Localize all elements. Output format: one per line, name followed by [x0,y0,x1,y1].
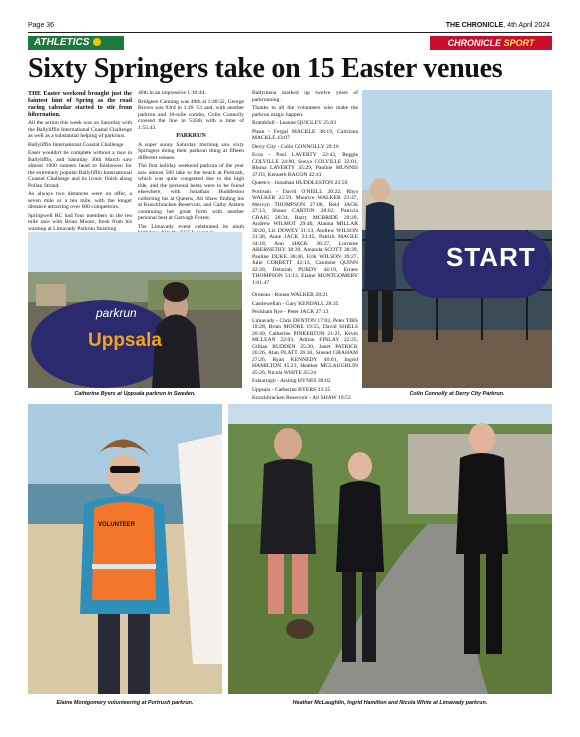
photo-derry [362,90,552,388]
caption-derry: Colin Connolly at Derry City Parkrun. [409,391,505,397]
paragraph: The Limavady event celebrated its ninth [138,223,244,230]
paragraph: Easer wouldn't be complete without a race in Ballyliffin, and Saturday 30th March saw almost 1000 runners head to Inishowen for the extremely popular Ballyliffin International Coastal Challenge and its iconic finish along Pollan Strand. [28,150,132,189]
vest-label: VOLUNTEER [98,522,136,528]
paper-name [446,22,550,29]
subhead-parkrun: PARKRUN [176,133,206,139]
photo-portrush [28,404,222,694]
portrush-scene [28,404,222,694]
paragraph: Ballymena marked up twelve years of parkrunning. [252,90,358,103]
standfirst: THE Easter weekend brought just the faintest hint of Spring as the road racing calendar started to stir from hibernation. [28,90,132,118]
brand-accent: SPORT [503,38,535,48]
photo-limavady [228,404,552,694]
paragraph: As always two distances were on offer, a seven mile or a ten mile, with the longer distance attracting over 600 competitors. [28,191,132,210]
results-line: Peckham Rye - Peter JACK 27:13 [252,309,329,315]
paragraph: Ballyliffin International Coastal Challenge [28,141,124,148]
page-number: Page 36 [28,22,55,29]
article-column-1 [28,90,132,234]
caption-portrush: Elaine Montgomery volunteering at Portrush parkrun. [56,700,194,706]
article-column-2 [138,90,244,239]
photo-uppsala [28,232,242,388]
paper-title: THE CHRONICLE [445,22,504,29]
results-line: Queen's - Jonathan HUDDLESTON 23:59 [252,180,348,186]
results-line: Plean - Fergal MACKLE 38:19, Caitriona MACKLE 43:07 [252,128,358,141]
paragraph: A super sunny Saturday morning saw sixty Springers doing their parkrun thing at fifteen different venues. [138,141,244,161]
ball-icon [93,38,101,46]
top-rule [28,32,552,33]
section-label: ATHLETICS [34,37,90,48]
results-line: Falsarragh - Aisling HYNES 30:02 [252,378,331,384]
results-line: Limavady - Chris DENTON 17:02, Peter TIBS 18:28, Brian MOORE 19:55, David SHIELS 20:49, Catherine PINKERTON 21:21, Kevin MCLEAN 22:03, Adrian FINLAY 22:25, Gillian RUDDEN 25:20, Janet PATRICK 26:26, Alan PLATT 26:36, Sinead GRAHAM 27:26, Ryan KENNEDY 40:01, Ingrid HAMILTON 45:23, Heather MCLAUGHLIN 45:26, Nicola WHITE 45:24 [252,317,358,376]
results-line: Bramblull - Leanne QUIGLEY 25:03 [252,120,336,126]
derry-scene [362,90,552,388]
paragraph: 46th in an impressive 1:10:44. [138,90,206,96]
caption-uppsala: Catherine Byers at Uppsala parkrun in Sweden. [74,391,196,397]
limavady-scene [228,404,552,694]
issue-date: , 4th April 2024 [503,22,550,29]
paragraph: The first holiday weekend parkrun of the year saw almost 500 take to the beach at Portrush, which was quite congested due to the high tide, and the personal bests were to be found elsewhere, with Jonathan Huddleston collecting his at Queens, Ali Shaw finding his at Knockbracken Reservoir, and Cathy Adams continuing her great form with another personal best at Garvagh Forest. [138,163,244,221]
paragraph: Springwell RC had four members in the ten mile race with Brian Moore, fresh from his warmup at Limavady Parkrun finishing [28,212,132,232]
results-line: Ormeau - Ronan WALKER 28:21 [252,292,329,298]
results-line: Castlewellan - Gary KENDALL 28:35 [252,300,339,307]
section-tab [28,36,124,50]
results-line: Derry City - Colin CONNOLLY 29:16 [252,143,339,150]
article-column-3 [252,90,358,288]
banner-start: START [446,242,536,272]
headline: Sixty Springers take on 15 Easter venues [28,53,503,84]
paragraph: All the action this week was on Saturday with the Ballyliffin International Coastal Challenge as well as a substantial helping of parkruns. [28,120,132,139]
brand-main: CHRONICLE [447,38,502,48]
results-line: Knockbracken Reservoir - Ali SHAW 19:53 [252,395,351,401]
banner-venue: Uppsala [88,330,162,351]
banner-brand: parkrun [96,306,137,320]
results-line: Portrush - David O'NEILL 20:22, Rhys WALKER 22:59, Maurice WALKER 23:47, Mervyn THOMPSON 27:08, Reid JACK 27:13, Shaun CARTON 28:02, Patricia CRAIG 28:34, Barry MCBRIDE 29:20, Andrew WILMOT 29:40, Alanna MILLAR 30:20, Liz DOWEY 31:13, Andrew WILSON 31:38, Anne JACK 33:45, Patrick MAGEE 34:18, Ann HACK 36:27, Lorraine ABERNETHY 38:39, Amanda SCOTT 38:39, Pauline DUKE 38:46, Erik WILSON 39:27, Julie CORBETT 42:13, Caoimhe QUINN 42:28, Deborah PURDY 44:19, Ernest THOMPSON 51:13, Elaine MONTGOMERY 1:01:47 [252,188,358,286]
brand-banner [430,36,552,50]
results-line: Ecos - Paul LAVERTY 22:43, Reggie COLVILLE 24:00, Sonya COLVILLE 32:01, Rhona LAVERTY 35:29, Pauline MUNNIS 37:03, Kenneth BACON 42:41 [252,152,358,178]
paragraph: Thanks to all the volunteers who make the parkrun magic happen. [252,105,358,118]
results-line: Uppsala - Catherine BYERS 33:25 [252,386,331,393]
caption-limavady: Heather McLaughlin, Ingrid Hamilton and Nicola White at Limavady parkrun. [292,700,488,706]
paragraph: Bridgeen Canning was 40th at 1:40:32, George Brown was 93rd in 1:49 :51 and, with another parkrun and 10-mile combo, Colin Connolly crossed the line in 535th with a time of 1:55:43. [138,98,244,131]
